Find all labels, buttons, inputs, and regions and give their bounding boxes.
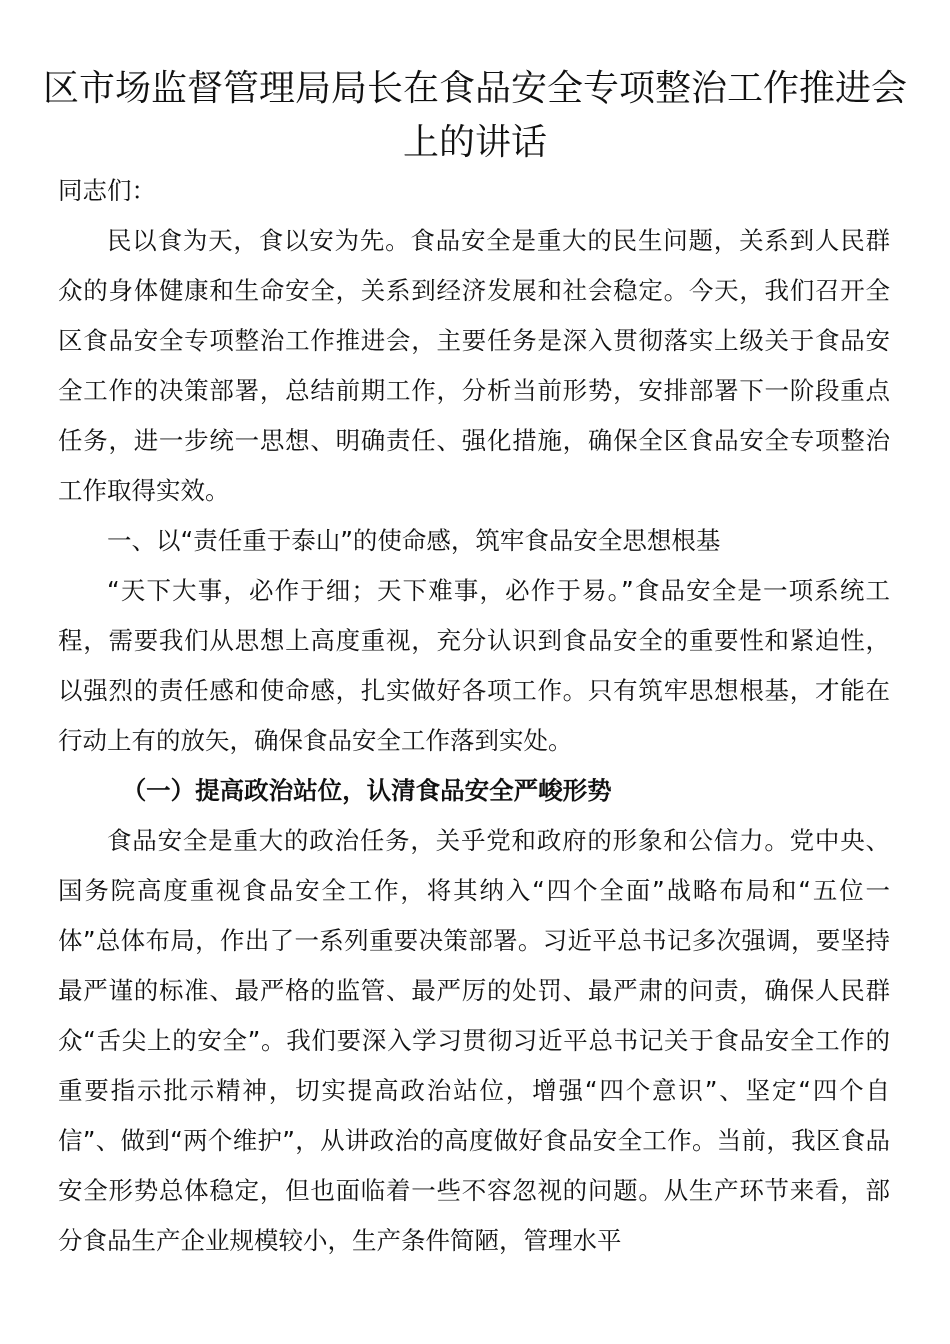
paragraph-section-1: “天下大事，必作于细；天下难事，必作于易。”食品安全是一项系统工程，需要我们从思想上高度重视，充分认识到食品安全的重要性和紧迫性，以强烈的责任感和使命感，扎实做好各项工作。只有筑牢思想根基，才能在行动上有的放矢，确保食品安全工作落到实处。 xyxy=(58,576,890,755)
document-title: 区市场监督管理局局长在食品安全专项整治工作推进会上的讲话 xyxy=(42,68,907,163)
document-body xyxy=(58,166,890,1266)
section-heading-1: 一、以“责任重于泰山”的使命感，筑牢食品安全思想根基 xyxy=(107,526,721,555)
paragraph-subsection-1-1: 食品安全是重大的政治任务，关乎党和政府的形象和公信力。党中央、国务院高度重视食品安全工作，将其纳入“四个全面”战略布局和“五位一体”总体布局，作出了一系列重要决策部署。习近平总书记多次强调，要坚持最严谨的标准、最严格的监管、最严厉的处罚、最严肃的问责，确保人民群众“舌尖上的安全”。我们要深入学习贯彻习近平总书记关于食品安全工作的重要指示批示精神，切实提高政治站位，增强“四个意识”、坚定“四个自信”、做到“两个维护”，从讲政治的高度做好食品安全工作。当前，我区食品安全形势总体稳定，但也面临着一些不容忽视的问题。从生产环节来看，部分食品生产企业规模较小，生产条件简陋，管理水平 xyxy=(58,826,890,1255)
subsection-heading-1-1: （一）提高政治站位，认清食品安全严峻形势 xyxy=(121,776,612,805)
salutation: 同志们： xyxy=(58,176,156,205)
paragraph-intro: 民以食为天，食以安为先。食品安全是重大的民生问题，关系到人民群众的身体健康和生命安全，关系到经济发展和社会稳定。今天，我们召开全区食品安全专项整治工作推进会，主要任务是深入贯彻落实上级关于食品安全工作的决策部署，总结前期工作，分析当前形势，安排部署下一阶段重点任务，进一步统一思想、明确责任、强化措施，确保全区食品安全专项整治工作取得实效。 xyxy=(58,226,890,505)
